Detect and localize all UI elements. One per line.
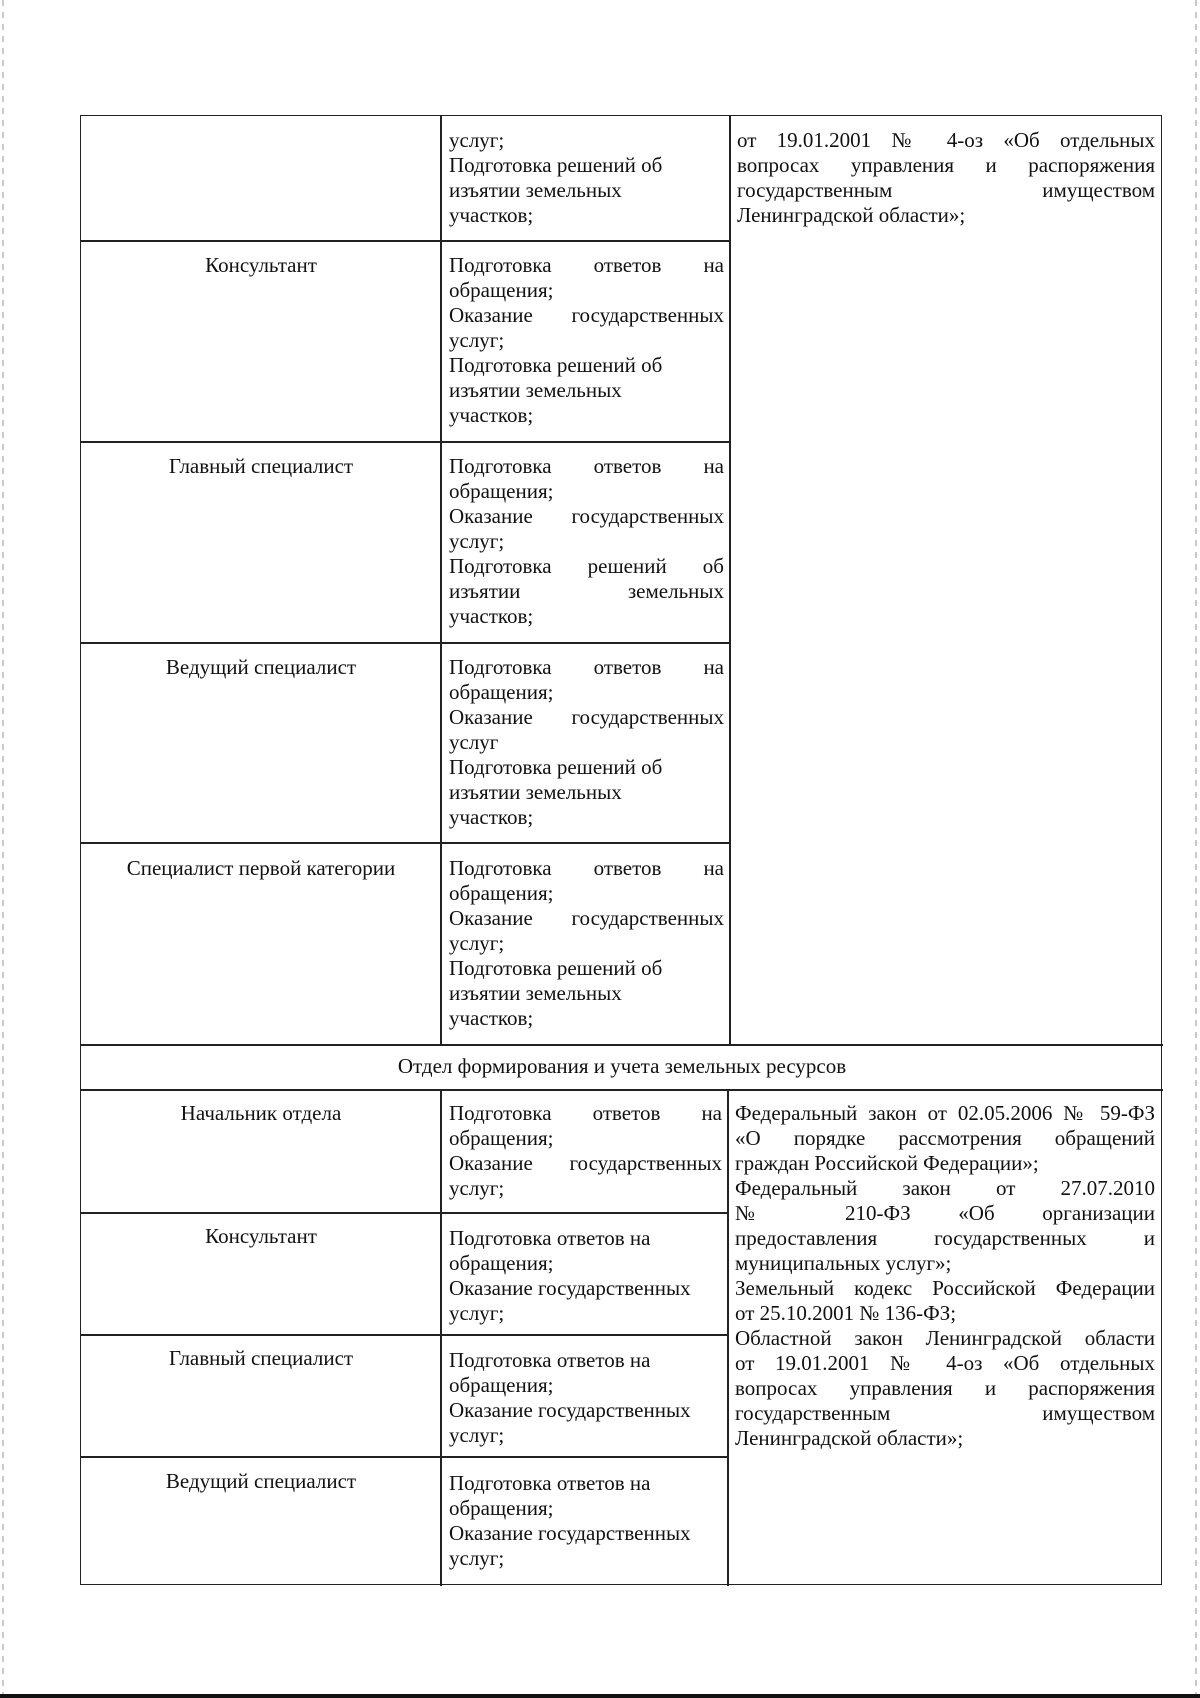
duty-line: услуг;	[449, 328, 505, 352]
duty-line: услуг;	[449, 1546, 505, 1570]
duty-line: Оказание государственных	[449, 1398, 691, 1422]
law-line: от 19.01.2001 № 4-оз «Об отдельных	[735, 1351, 1155, 1375]
law-line: «О порядке рассмотрения обращений	[735, 1126, 1155, 1150]
duties-cell	[449, 1226, 722, 1326]
duty-line: участков;	[449, 805, 534, 829]
duty-line: услуг	[449, 730, 499, 754]
duty-line: услуг;	[449, 1301, 505, 1325]
duty-line: Оказание государственных	[449, 504, 724, 528]
position-cell: Специалист первой категории	[126, 856, 396, 880]
law-line: Федеральный закон от 27.07.2010	[735, 1176, 1155, 1200]
duty-line: обращения;	[449, 881, 554, 905]
position-cell: Ведущий специалист	[165, 1469, 357, 1493]
law-line: № 210-ФЗ «Об организации	[735, 1201, 1155, 1225]
law-line: Ленинградской области»;	[737, 203, 966, 227]
row-divider	[81, 1334, 728, 1336]
position-cell: Начальник отдела	[180, 1101, 342, 1125]
duty-line: Оказание государственных	[449, 906, 724, 930]
duty-line: обращения;	[449, 1251, 554, 1275]
positions-table	[80, 115, 1162, 1585]
duty-line: Оказание государственных	[449, 1521, 691, 1545]
law-line: Федеральный закон от 02.05.2006 № 59-ФЗ	[735, 1101, 1155, 1125]
duty-line: Оказание государственных	[449, 303, 724, 327]
law-line: Земельный кодекс Российской Федерации	[735, 1276, 1155, 1300]
position-cell: Главный специалист	[168, 1346, 354, 1370]
duties-cell	[449, 1348, 722, 1448]
duty-line: изъятии земельных	[449, 579, 724, 603]
row-divider	[81, 1044, 1163, 1046]
duty-line: участков;	[449, 203, 534, 227]
duty-line: обращения;	[449, 1373, 554, 1397]
duty-line: Подготовка решений об	[449, 353, 663, 377]
law-line: муниципальных услуг»;	[735, 1251, 952, 1275]
column-divider	[440, 1091, 442, 1586]
duty-line: изъятии земельных	[449, 780, 622, 804]
duty-line: обращения;	[449, 278, 554, 302]
duty-line: участков;	[449, 1006, 534, 1030]
duty-line: участков;	[449, 604, 534, 628]
column-divider	[727, 1091, 729, 1586]
duty-line: Подготовка ответов на	[449, 1471, 651, 1495]
duties-cell	[449, 253, 724, 428]
duties-cell	[449, 454, 724, 629]
position-cell: Главный специалист	[168, 454, 354, 478]
scan-edge-bottom	[0, 1694, 1200, 1698]
duty-line: изъятии земельных	[449, 178, 622, 202]
duty-line: Подготовка решений об	[449, 956, 663, 980]
duty-line: Подготовка ответов на	[449, 1101, 722, 1125]
duty-line: Подготовка ответов на	[449, 1348, 651, 1372]
law-line: государственным имуществом	[737, 178, 1155, 202]
duty-line: обращения;	[449, 1126, 554, 1150]
row-divider	[81, 1456, 728, 1458]
duty-line: услуг;	[449, 1423, 505, 1447]
law-line: граждан Российской Федерации»;	[735, 1151, 1039, 1175]
row-divider	[81, 642, 730, 644]
position-cell: Консультант	[205, 1224, 317, 1248]
duty-line: Подготовка ответов на	[449, 253, 724, 277]
row-divider	[81, 1212, 728, 1214]
row-divider	[81, 1089, 1163, 1091]
law-line: от 25.10.2001 № 136-ФЗ;	[735, 1301, 957, 1325]
duties-cell	[449, 1101, 722, 1201]
law-references-cell	[735, 1101, 1155, 1451]
duty-line: Подготовка ответов на	[449, 454, 724, 478]
duties-cell	[449, 856, 724, 1031]
duty-line: Подготовка ответов на	[449, 1226, 651, 1250]
law-line: от 19.01.2001 № 4-оз «Об отдельных	[737, 128, 1155, 152]
duty-line: услуг;	[449, 931, 505, 955]
duty-line: участков;	[449, 403, 534, 427]
law-line: Областной закон Ленинградской области	[735, 1326, 1155, 1350]
duty-line: Подготовка решений об	[449, 153, 663, 177]
duties-cell	[449, 128, 724, 228]
duty-line: Подготовка решений об	[449, 755, 663, 779]
section-title: Отдел формирования и учета земельных ресурсов	[397, 1054, 847, 1078]
duty-line: услуг;	[449, 529, 505, 553]
duty-line: обращения;	[449, 1496, 554, 1520]
duty-line: обращения;	[449, 680, 554, 704]
row-divider	[81, 240, 730, 242]
law-line: вопросах управления и распоряжения	[735, 1376, 1155, 1400]
duty-line: услуг;	[449, 128, 505, 152]
duty-line: услуг;	[449, 1176, 505, 1200]
law-references-cell	[737, 128, 1155, 228]
position-cell: Ведущий специалист	[165, 655, 357, 679]
duty-line: Оказание государственных	[449, 1151, 722, 1175]
scan-edge-left	[2, 0, 4, 1698]
duty-line: Подготовка ответов на	[449, 856, 724, 880]
duty-line: Оказание государственных	[449, 1276, 691, 1300]
duty-line: обращения;	[449, 479, 554, 503]
column-divider	[729, 116, 731, 1046]
duty-line: Подготовка ответов на	[449, 655, 724, 679]
law-line: Ленинградской области»;	[735, 1426, 964, 1450]
law-line: государственным имуществом	[735, 1401, 1155, 1425]
duties-cell	[449, 1471, 722, 1571]
duty-line: изъятии земельных	[449, 378, 622, 402]
duty-line: Подготовка решений об	[449, 554, 724, 578]
duty-line: изъятии земельных	[449, 981, 622, 1005]
law-line: предоставления государственных и	[735, 1226, 1155, 1250]
row-divider	[81, 842, 730, 844]
position-cell: Консультант	[205, 253, 317, 277]
scan-edge-right	[1195, 0, 1197, 1698]
row-divider	[81, 441, 730, 443]
duty-line: Оказание государственных	[449, 705, 724, 729]
duties-cell	[449, 655, 724, 830]
law-line: вопросах управления и распоряжения	[737, 153, 1155, 177]
